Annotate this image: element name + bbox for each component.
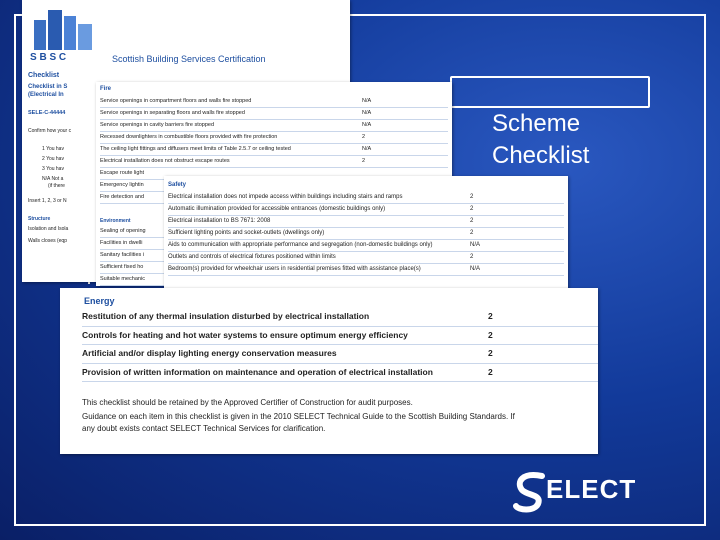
energy-note-2: Guidance on each item in this checklist is given in the 2010 SELECT Technical Guide to the Scottish Building Standards. If bbox=[82, 412, 515, 421]
environment-row: Facilities in dwelli bbox=[100, 238, 180, 250]
checklist-in-label: Checklist in S bbox=[28, 84, 68, 90]
safety-row-value: 2 bbox=[470, 230, 474, 236]
fire-row-text: Service openings in separating floors and walls fire stopped bbox=[100, 110, 245, 116]
safety-row-text: Automatic illumination provided for accessible entrances (domestic buildings only) bbox=[168, 206, 386, 212]
energy-row-text: Restitution of any thermal insulation disturbed by electrical installation bbox=[82, 311, 370, 321]
slide-title-line-1: Scheme bbox=[492, 110, 581, 137]
decorative-band bbox=[450, 76, 650, 108]
energy-rows bbox=[82, 308, 598, 382]
safety-row-text: Sufficient lighting points and socket-outlets (dwellings only) bbox=[168, 230, 325, 236]
energy-heading: Energy bbox=[84, 296, 115, 306]
energy-row-text: Artificial and/or display lighting energy conservation measures bbox=[82, 348, 337, 358]
energy-row bbox=[82, 345, 598, 364]
safety-row-value: N/A bbox=[470, 242, 481, 248]
energy-row-value: 2 bbox=[488, 329, 493, 340]
safety-row-text: Bedroom(s) provided for wheelchair users in residential premises fitted with assistance place(s) bbox=[168, 266, 421, 272]
select-logo-text: ELECT bbox=[546, 474, 637, 504]
fire-row-value: N/A bbox=[362, 110, 372, 116]
select-s-logo bbox=[512, 470, 548, 516]
fire-row-text: Electrical installation does not obstruct escape routes bbox=[100, 158, 230, 164]
safety-row bbox=[168, 228, 564, 240]
checklist-label: Checklist bbox=[28, 72, 60, 79]
fire-row-value: N/A bbox=[362, 98, 372, 104]
safety-row bbox=[168, 192, 564, 204]
fire-row-text: The ceiling light fittings and diffusers meet limits of Table 2.5.7 or ceiling tested bbox=[100, 146, 291, 152]
fire-row-text: Service openings in cavity barriers fire stopped bbox=[100, 122, 215, 128]
energy-row-value: 2 bbox=[488, 311, 493, 321]
fire-heading: Fire bbox=[100, 86, 112, 92]
safety-row bbox=[168, 252, 564, 264]
fire-row bbox=[100, 144, 448, 156]
energy-row bbox=[82, 308, 598, 327]
energy-row bbox=[82, 364, 598, 383]
structure-row-1: Isolation and Isola bbox=[28, 226, 69, 232]
safety-row-value: N/A bbox=[470, 266, 481, 272]
fire-row bbox=[100, 132, 448, 144]
safety-row-value: 2 bbox=[470, 206, 474, 212]
energy-row-value: 2 bbox=[488, 366, 493, 377]
energy-row-value: 2 bbox=[488, 348, 493, 358]
bullet-5: (if there bbox=[48, 183, 65, 189]
environment-heading: Environment bbox=[100, 218, 131, 224]
environment-row: Sealing of opening bbox=[100, 226, 180, 238]
environment-row: Sufficient fixed ho bbox=[100, 262, 180, 274]
safety-row-text: Aids to communication with appropriate performance and segregation (non-domestic buildings only) bbox=[168, 242, 433, 248]
safety-row-text: Outlets and controls of electrical fixtures positioned within limits bbox=[168, 254, 336, 260]
insert-text: Insert 1, 2, 3 or N bbox=[28, 198, 67, 204]
safety-rows bbox=[168, 192, 564, 290]
slide-title-line-2: Checklist bbox=[492, 142, 590, 169]
electrical-label: (Electrical In bbox=[28, 92, 64, 98]
reference-label: SELE-C-44444 bbox=[28, 110, 66, 116]
safety-row bbox=[168, 204, 564, 216]
fire-row bbox=[100, 108, 448, 120]
fire-row-value: N/A bbox=[362, 122, 372, 128]
safety-heading: Safety bbox=[168, 182, 187, 188]
structure-row-2: Walls closes (eqp bbox=[28, 238, 67, 244]
fire-row bbox=[100, 96, 448, 108]
structure-heading: Structure bbox=[28, 216, 51, 222]
slide-title bbox=[492, 108, 589, 172]
bullet-1: 1 You hav bbox=[42, 146, 64, 152]
bullet-2: 2 You hav bbox=[42, 156, 64, 162]
safety-row bbox=[168, 240, 564, 252]
safety-row-text: Electrical installation to BS 7671: 2008 bbox=[168, 218, 271, 224]
energy-row bbox=[82, 327, 598, 346]
safety-document bbox=[164, 176, 568, 290]
bullet-4: N/A Not a bbox=[42, 176, 64, 182]
confirm-text: Confirm how your c bbox=[28, 128, 72, 134]
bullet-3: 3 You hav bbox=[42, 166, 64, 172]
energy-row-text: Provision of written information on maintenance and operation of electrical installation bbox=[82, 366, 433, 377]
energy-note-3: any doubt exists contact SELECT Technical Services for clarification. bbox=[82, 424, 326, 433]
fire-row-text: Emergency lightin bbox=[100, 182, 144, 188]
energy-note-1: This checklist should be retained by the Approved Certifier of Construction for audit purposes. bbox=[82, 398, 413, 407]
fire-row bbox=[100, 156, 448, 168]
fire-row-text: Fire detection and bbox=[100, 194, 145, 200]
sbsc-buildings-logo bbox=[30, 6, 100, 50]
environment-row: Sanitary facilities i bbox=[100, 250, 180, 262]
safety-row-value: 2 bbox=[470, 254, 474, 260]
safety-row-value: 2 bbox=[470, 194, 474, 200]
safety-row bbox=[168, 264, 564, 276]
fire-row-value: N/A bbox=[362, 146, 372, 152]
safety-row-value: 2 bbox=[470, 218, 474, 224]
fire-row-text: Escape route light bbox=[100, 170, 145, 176]
fire-row bbox=[100, 120, 448, 132]
fire-row-value: 2 bbox=[362, 134, 366, 140]
fire-row-value: 2 bbox=[362, 158, 366, 164]
sbsc-logo-letters: S B S C bbox=[30, 52, 67, 63]
fire-row-text: Service openings in compartment floors and walls fire stopped bbox=[100, 98, 252, 104]
energy-document bbox=[60, 288, 598, 454]
safety-row-text: Electrical installation does not impede access within buildings including stairs and ramps bbox=[168, 194, 403, 200]
safety-row bbox=[168, 216, 564, 228]
environment-row: Suitable mechanic bbox=[100, 274, 180, 286]
fire-row-text: Recessed downlighters in combustible floors provided with fire protection bbox=[100, 134, 278, 140]
sbsc-brand-name: Scottish Building Services Certification bbox=[112, 54, 266, 64]
energy-row-text: Controls for heating and hot water systems to ensure optimum energy efficiency bbox=[82, 329, 408, 340]
